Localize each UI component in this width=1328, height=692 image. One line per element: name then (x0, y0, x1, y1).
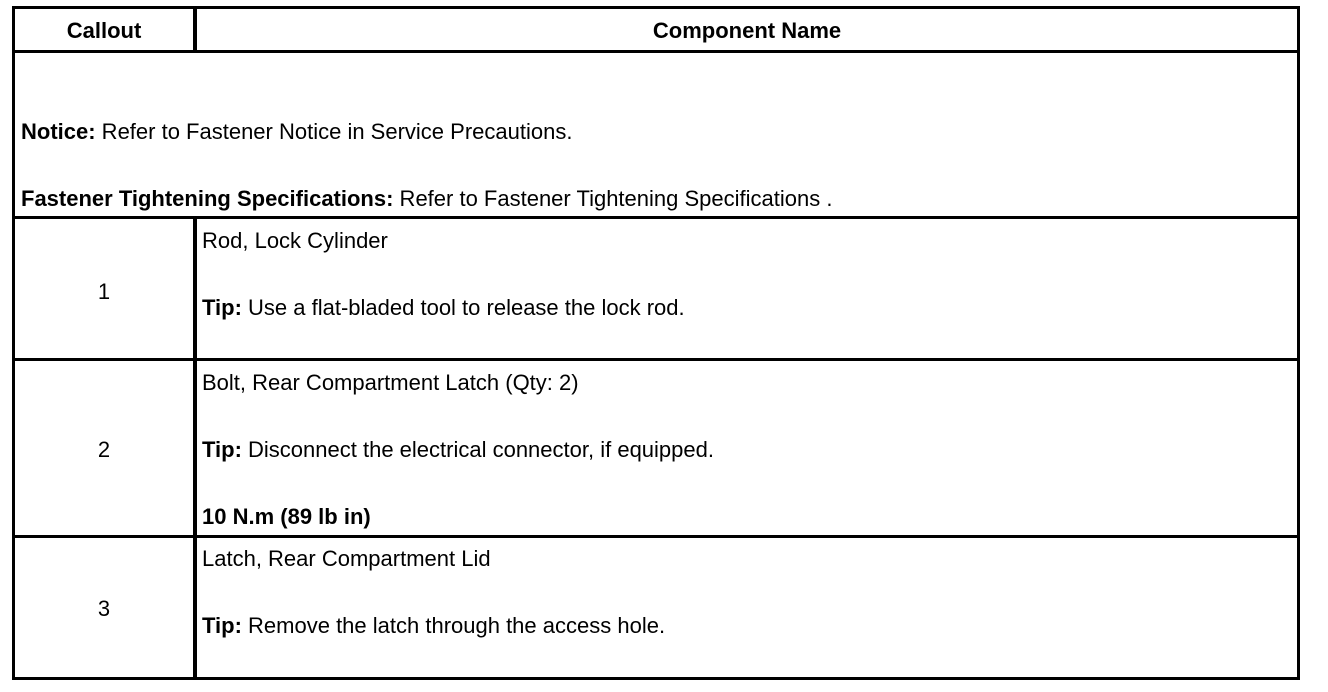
notice-label: Notice: (21, 119, 96, 144)
fastener-spec-text: Refer to Fastener Tightening Specifications . (393, 186, 833, 211)
notice-text: Refer to Fastener Notice in Service Precautions. (95, 119, 573, 144)
row-3-tip-text: Remove the latch through the access hole. (241, 613, 666, 638)
row-1-rule (15, 358, 1297, 361)
row-2-callout: 2 (97, 437, 111, 462)
row-3-tip-label: Tip: (202, 613, 242, 638)
header-rule (15, 50, 1297, 53)
row-2-tip (202, 437, 714, 463)
components-table (12, 6, 1300, 680)
row-3-tip (202, 613, 665, 639)
row-2-rule (15, 535, 1297, 538)
notes-rule (15, 216, 1297, 219)
row-1-callout: 1 (97, 279, 111, 304)
notice-line (21, 119, 572, 145)
fastener-spec-label: Fastener Tightening Specifications: (21, 186, 394, 211)
row-2-tip-label: Tip: (202, 437, 242, 462)
row-1-name: Rod, Lock Cylinder (202, 228, 388, 253)
row-3-divider (193, 535, 197, 680)
header-divider (193, 9, 197, 50)
row-1-tip-text: Use a flat-bladed tool to release the lock rod. (241, 295, 685, 320)
header-component-name: Component Name (652, 18, 842, 43)
row-1-tip (202, 295, 685, 321)
row-2-divider (193, 358, 197, 535)
row-2-tip-text: Disconnect the electrical connector, if equipped. (241, 437, 714, 462)
header-callout: Callout (66, 18, 142, 43)
row-3-callout: 3 (97, 596, 111, 621)
row-3-name: Latch, Rear Compartment Lid (202, 546, 491, 571)
fastener-spec-line (21, 186, 832, 212)
row-1-tip-label: Tip: (202, 295, 242, 320)
row-1-divider (193, 216, 197, 358)
row-2-name: Bolt, Rear Compartment Latch (Qty: 2) (202, 370, 579, 395)
row-2-torque: 10 N.m (89 lb in) (202, 504, 371, 529)
